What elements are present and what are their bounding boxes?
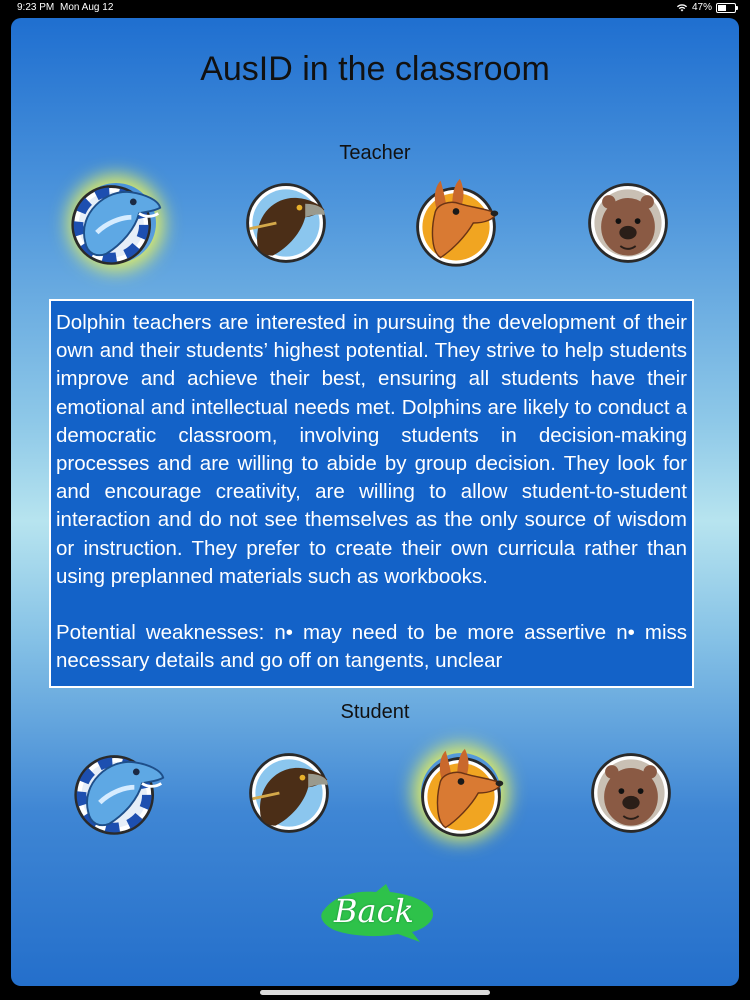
teacher-label: Teacher bbox=[339, 142, 411, 164]
dolphin-icon bbox=[71, 745, 167, 841]
app-screen bbox=[11, 18, 739, 986]
teacher-animal-row bbox=[11, 180, 739, 280]
page-title: AusID in the classroom bbox=[200, 50, 550, 88]
battery-percent: 47% bbox=[691, 2, 712, 13]
status-bar bbox=[0, 0, 750, 18]
student-label: Student bbox=[340, 701, 410, 723]
student-eagle-button[interactable] bbox=[249, 753, 329, 833]
status-right bbox=[676, 2, 736, 13]
kangaroo-icon bbox=[413, 745, 509, 841]
teacher-wombat-button[interactable] bbox=[588, 183, 668, 263]
home-indicator[interactable] bbox=[260, 990, 490, 995]
student-wombat-button[interactable] bbox=[591, 753, 671, 833]
wifi-icon bbox=[676, 3, 688, 12]
wombat-icon bbox=[580, 175, 676, 271]
teacher-eagle-button[interactable] bbox=[246, 183, 326, 263]
teacher-dolphin-button[interactable] bbox=[76, 183, 156, 263]
status-date: Mon Aug 12 bbox=[60, 2, 114, 13]
wombat-icon bbox=[583, 745, 679, 841]
description-paragraph: Dolphin teachers are interested in pursuing the development of their own and their students’ highest potential. They strive to help students improve and achieve their best, ensuring all students have their emotional and intellectual needs met. Dolphins are likely to conduct a democratic classroom, involving students in decision-making processes and are willing to abide by group decision. They look for and encourage creativity, are willing to allow student-to-student interaction and do not see themselves as the only source of wisdom or instruction. They prefer to create their own curricula rather than using preplanned materials such as workbooks. bbox=[56, 311, 687, 588]
eagle-icon bbox=[241, 745, 337, 841]
back-label: Back bbox=[334, 892, 414, 930]
student-kangaroo-button[interactable] bbox=[421, 753, 501, 833]
student-dolphin-button[interactable] bbox=[79, 753, 159, 833]
back-button[interactable] bbox=[316, 884, 438, 944]
teacher-kangaroo-button[interactable] bbox=[416, 183, 496, 263]
dolphin-icon bbox=[68, 175, 164, 271]
description-panel[interactable] bbox=[49, 299, 694, 688]
kangaroo-icon bbox=[408, 175, 504, 271]
eagle-icon bbox=[238, 175, 334, 271]
battery-icon bbox=[716, 3, 736, 13]
status-time: 9:23 PM bbox=[17, 2, 55, 13]
weaknesses-paragraph: Potential weaknesses: n• may need to be more assertive n• miss necessary details and go off on tangents, unclear bbox=[56, 621, 687, 673]
student-animal-row bbox=[11, 750, 739, 850]
